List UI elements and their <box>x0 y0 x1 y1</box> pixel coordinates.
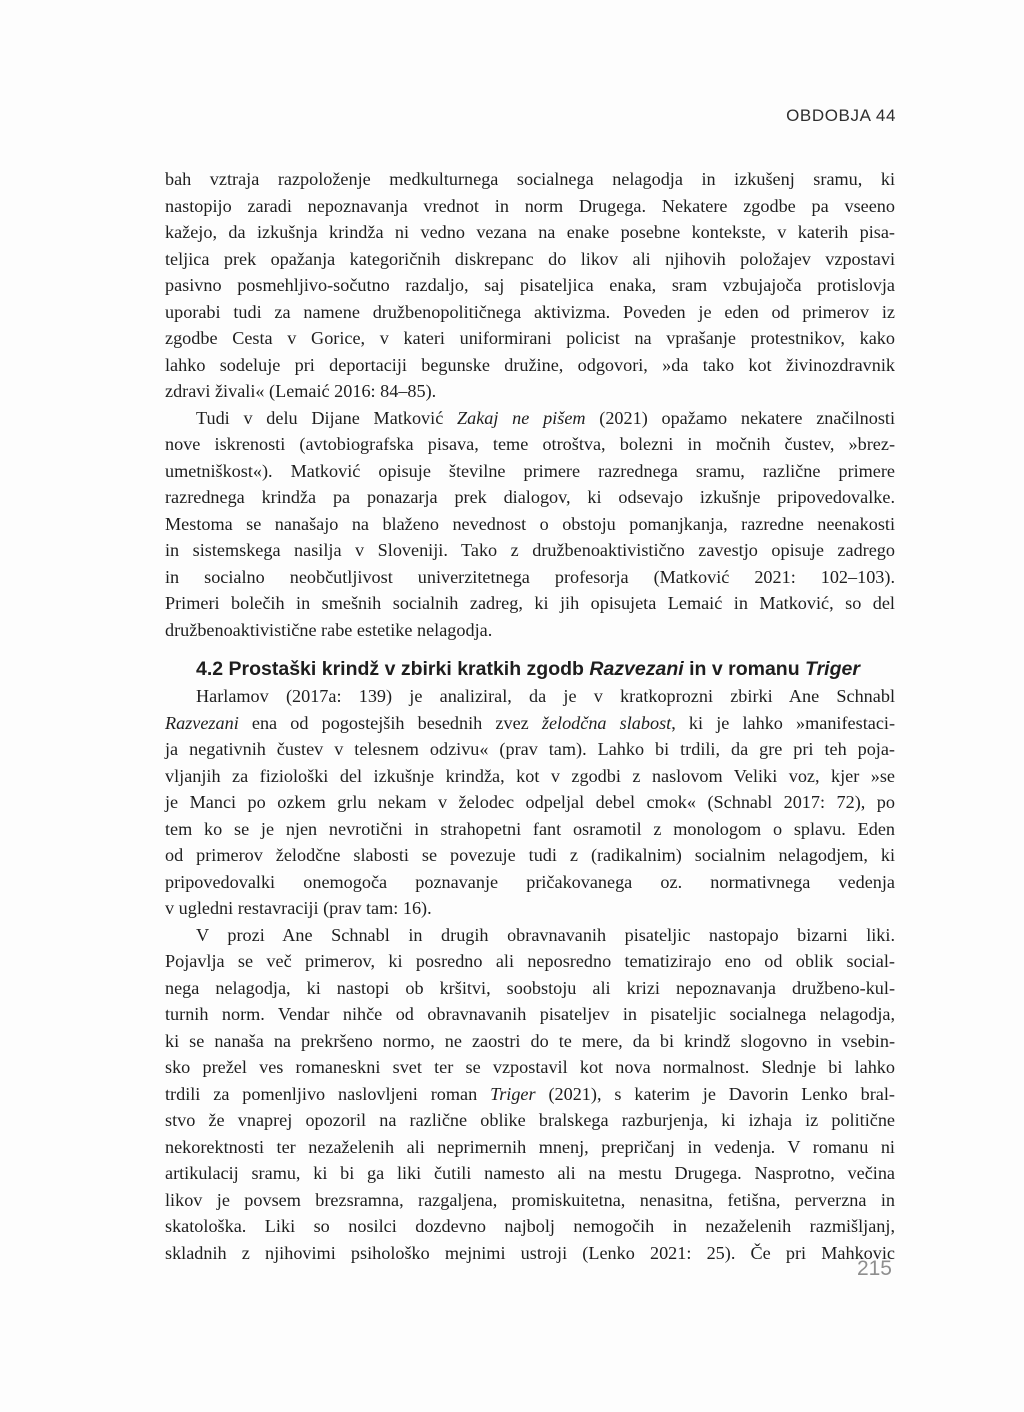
text-segment: uporabi tudi za namene družbenopolitičnega aktivizma. Poveden je eden od primerov iz <box>165 301 895 322</box>
text-segment: je Manci po ozkem grlu nekam v želodec odpeljal debel cmok« (Schnabl 2017: 72), po <box>165 792 895 812</box>
paragraph <box>165 405 895 644</box>
text-segment: bah vztraja razpoloženje medkulturnega socialnega nelagodja in izkušenj sramu, ki <box>165 169 895 189</box>
emphasized-text: Razvezani <box>165 712 239 733</box>
text-line <box>165 1187 895 1214</box>
text-segment: ena od pogostejših besednih zvez <box>238 712 542 733</box>
text-line <box>165 710 895 737</box>
text-segment: skladnih z njihovimi psihološko mejnimi ustroji (Lenko 2021: 25). Če pri Mahkovic <box>165 1242 895 1263</box>
text-line <box>165 431 895 458</box>
text-line <box>165 763 895 790</box>
paragraph <box>165 683 895 922</box>
text-segment: trdili za pomenljivo naslovljeni roman <box>165 1083 491 1104</box>
text-line <box>165 166 895 193</box>
text-line <box>165 272 895 299</box>
text-line <box>165 948 895 975</box>
text-line <box>165 617 895 644</box>
text-segment: sko prežel ves romaneskni svet ter se vzpostavil kot nova normalnost. Slednje bi lahko <box>165 1057 895 1077</box>
text-segment: nekorektnosti ter nezaželenih ali neprimernih mnenj, prepričanj in vedenja. V romanu ni <box>165 1136 895 1157</box>
text-segment: Pojavlja se več primerov, ki posredno ali neposredno tematizirajo eno od oblik social- <box>165 951 895 971</box>
text-line <box>165 1081 895 1108</box>
text-line <box>165 299 895 326</box>
text-segment: Primeri bolečih in smešnih socialnih zadreg, ki jih opisujeta Lemaić in Matković, so del <box>165 593 895 613</box>
text-segment: in sistemskega nasilja v Sloveniji. Tako z družbenoaktivistično zavestjo opisuje zadrego <box>165 540 895 560</box>
paragraph <box>165 166 895 405</box>
text-line <box>165 816 895 843</box>
text-line <box>165 683 895 710</box>
text-line <box>165 842 895 869</box>
text-segment: , ki je lahko »manifestaci- <box>671 712 895 733</box>
emphasized-text: želodčna slabost <box>541 712 672 733</box>
emphasized-text: Razvezani <box>589 658 684 680</box>
text-segment: razrednega krindža pa ponazarja prek dialogov, ki odsevajo izkušnje pripovedovalke. <box>165 487 895 507</box>
text-block <box>165 166 895 1266</box>
text-line <box>165 736 895 763</box>
text-segment: (2021) opažamo nekatere značilnosti <box>585 407 896 428</box>
text-segment: umetniškost«). Matković opisuje številne primere razrednega sramu, različne primere <box>165 460 895 481</box>
emphasized-text: Triger <box>490 1083 536 1104</box>
paragraph <box>165 922 895 1267</box>
text-line <box>165 219 895 246</box>
text-line <box>165 1054 895 1081</box>
text-line <box>165 537 895 564</box>
text-segment: Harlamov (2017a: 139) je analiziral, da je v kratkoprozni zbirki Ane Schnabl <box>196 686 895 706</box>
text-segment: ja negativnih čustev v telesnem odzivu« (prav tam). Lahko bi trdili, da gre pri teh poja- <box>165 739 895 759</box>
text-segment: pasivno posmehljivo-sočutno razdaljo, saj pisateljica enaka, sram vzbujajoča protislovja <box>165 275 895 295</box>
text-segment: V prozi Ane Schnabl in drugih obravnavanih pisateljic nastopajo bizarni liki. <box>196 924 895 945</box>
text-segment: in v romanu <box>683 658 806 680</box>
text-segment: od primerov želodčne slabosti se povezuje tudi z (radikalnim) socialnim nelagodjem, ki <box>165 845 895 865</box>
section-heading <box>165 656 895 683</box>
text-segment: Mestoma se nanašajo na blaženo nevednost o obstoju pomanjkanja, razredne neenakosti <box>165 513 895 534</box>
text-line <box>165 1001 895 1028</box>
text-line <box>165 1213 895 1240</box>
text-line <box>165 975 895 1002</box>
text-segment: likov je povsem brezsramna, razgaljena, promiskuitetna, nenasitna, fetišna, perverzna in <box>165 1189 895 1210</box>
text-segment: vljanjih za fiziološki del izkušnje krindža, kot v zgodbi z naslovom Veliki voz, kjer »se <box>165 765 895 786</box>
text-line <box>165 1028 895 1055</box>
text-segment: ki se nanaša na prekršeno normo, ne zaostri do te mere, da bi krindž slogovno in vsebin- <box>165 1030 895 1051</box>
running-head: OBDOBJA 44 <box>786 106 896 125</box>
text-segment: teljica prek opažanja kategoričnih diskrepanc do likov ali njihovih položajev vzpostavi <box>165 248 895 269</box>
text-line <box>165 1240 895 1267</box>
text-line <box>165 352 895 379</box>
text-line <box>165 590 895 617</box>
text-line <box>165 458 895 485</box>
text-line <box>165 405 895 432</box>
text-segment: 4.2 Prostaški krindž v zbirki kratkih zgodb <box>196 658 590 680</box>
text-segment: nastopijo zaradi nepoznavanja vrednot in norm Drugega. Nekatere zgodbe pa vseeno <box>165 195 895 216</box>
text-line <box>165 564 895 591</box>
text-line <box>165 895 895 922</box>
text-segment: kažejo, da izkušnja krindža ni vedno vezana na enake posebne kontekste, v katerih pisa- <box>165 222 895 242</box>
text-line <box>165 1107 895 1134</box>
text-line <box>165 922 895 949</box>
text-line <box>165 869 895 896</box>
text-line <box>165 193 895 220</box>
page-number: 215 <box>856 1257 892 1280</box>
text-segment: stvo že vnaprej opozoril na različne oblike bralskega razburjenja, ki izhaja iz politične <box>165 1110 895 1130</box>
emphasized-text: Zakaj ne pišem <box>457 407 586 428</box>
text-line <box>165 511 895 538</box>
text-segment: zdravi živali« (Lemaić 2016: 84–85). <box>165 381 437 401</box>
text-segment: lahko sodeluje pri deportaciji begunske družine, odgovori, »da tako kot živinozdravnik <box>165 354 895 375</box>
text-line <box>165 246 895 273</box>
text-segment: pripovedovalki onemogoča poznavanje pričakovanega oz. normativnega vedenja <box>165 871 895 892</box>
text-line <box>165 789 895 816</box>
text-line <box>165 656 895 683</box>
text-segment: nove iskrenosti (avtobiografska pisava, teme otroštva, bolezni in močnih čustev, »brez- <box>165 434 895 454</box>
text-segment: skatološka. Liki so nosilci dozdevno najbolj nemogočih in nezaželenih razmišljanj, <box>165 1216 895 1236</box>
text-segment: zgodbe Cesta v Gorice, v kateri uniformirani policist na vprašanje protestnikov, kako <box>165 328 895 348</box>
text-segment: artikulacij sramu, ki bi ga liki čutili namesto ali na mestu Drugega. Nasprotno, večina <box>165 1163 895 1183</box>
text-line <box>165 325 895 352</box>
text-segment: in socialno neobčutljivost univerzitetnega profesorja (Matković 2021: 102–103). <box>165 566 895 587</box>
text-segment: turnih norm. Vendar nihče od obravnavanih pisateljev in pisateljic socialnega nelagodja, <box>165 1004 895 1024</box>
text-segment: tem ko se je njen nevrotični in strahopetni fant osramotil z monologom o splavu. Eden <box>165 818 895 839</box>
text-segment: v ugledni restavraciji (prav tam: 16). <box>165 898 432 918</box>
text-segment: (2021), s katerim je Davorin Lenko bral- <box>535 1083 895 1104</box>
text-line <box>165 378 895 405</box>
text-line <box>165 484 895 511</box>
text-segment: družbenoaktivistične rabe estetike nelagodja. <box>165 619 493 640</box>
text-segment: Tudi v delu Dijane Matković <box>196 407 458 428</box>
text-line <box>165 1134 895 1161</box>
text-segment: nega nelagodja, ki nastopi ob kršitvi, soobstoju ali krizi nepoznavanja družbeno-kul- <box>165 977 895 998</box>
text-line <box>165 1160 895 1187</box>
emphasized-text: Triger <box>805 658 860 680</box>
